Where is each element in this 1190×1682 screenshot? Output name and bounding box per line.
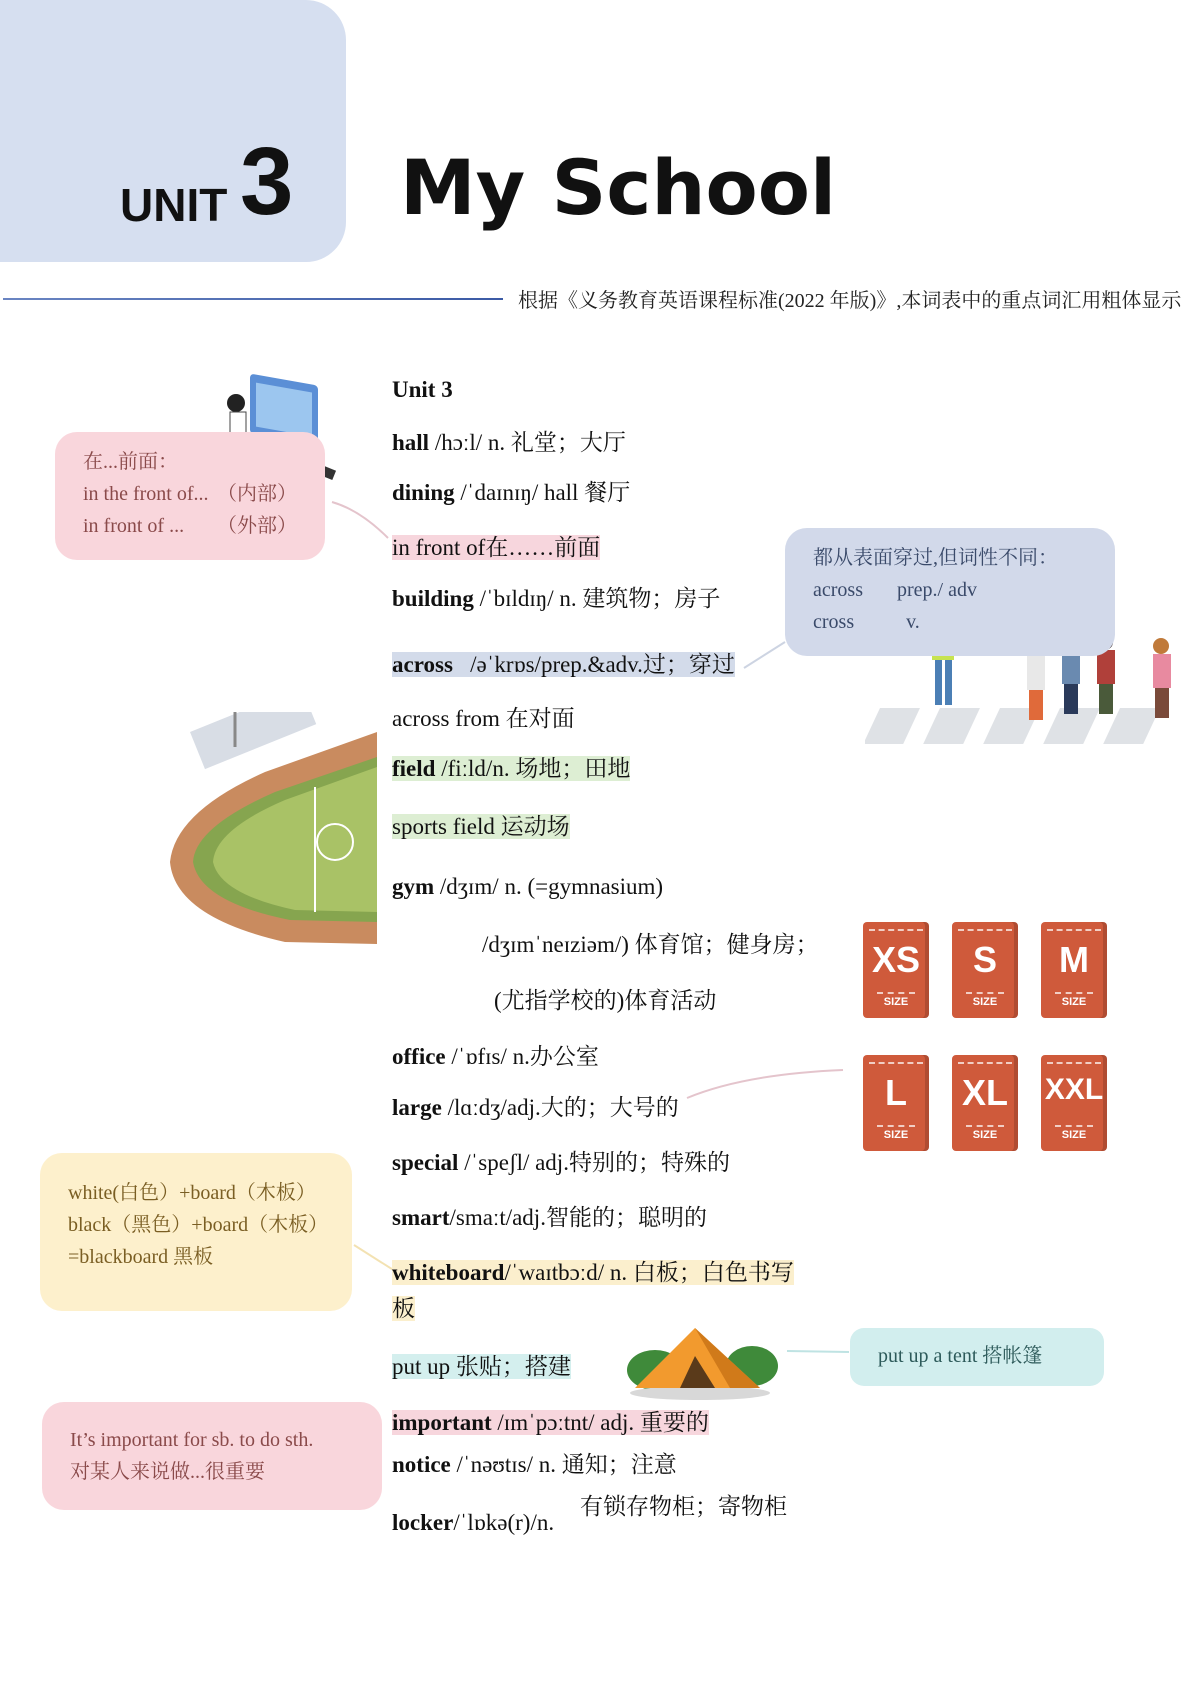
callout-blackboard <box>40 1153 352 1311</box>
callout-text: （内部） <box>217 483 297 505</box>
vocab-hall: hall /hɔːl/ n. 礼堂；大厅 <box>392 430 626 455</box>
connector-line <box>330 500 390 540</box>
callout-text: white(白色）+board（木板） <box>68 1182 316 1204</box>
vocab-gym-pronunciation: /dʒɪmˈneɪziəm/) 体育馆；健身房； <box>482 932 819 957</box>
callout-title: 在...前面： <box>83 451 178 473</box>
callout-text: prep./ adv <box>896 579 977 601</box>
size-tag-xl: XL SIZE <box>952 1055 1018 1151</box>
size-tag-l: L SIZE <box>863 1055 929 1151</box>
callout-text: in the front of... <box>83 483 209 505</box>
callout-text: black（黑色）+board（木板） <box>68 1214 329 1236</box>
page-title: My School <box>400 143 836 232</box>
vocab-whiteboard-cont: 板 <box>392 1296 415 1321</box>
callout-put-up-tent <box>850 1328 1104 1386</box>
callout-text: （外部） <box>217 515 297 537</box>
stadium-icon <box>165 712 377 972</box>
vocab-field: field /fiːld/n. 场地；田地 <box>392 756 631 781</box>
callout-title: 都从表面穿过,但词性不同： <box>813 547 1058 569</box>
connector-line <box>742 640 787 670</box>
callout-important <box>42 1402 382 1510</box>
callout-text: It’s important for sb. to do sth. <box>70 1429 314 1451</box>
vocab-gym: gym /dʒɪm/ n. (=gymnasium) <box>392 874 664 899</box>
size-tag-xs: XS SIZE <box>863 922 929 1018</box>
vocab-office: office /ˈɒfɪs/ n.办公室 <box>392 1044 599 1069</box>
divider-line <box>3 298 503 300</box>
connector-line <box>685 1062 845 1102</box>
vocab-gym-meaning: (尤指学校的)体育活动 <box>494 988 717 1013</box>
callout-row <box>83 510 297 542</box>
vocab-building: building /ˈbɪldɪŋ/ n. 建筑物；房子 <box>392 586 721 611</box>
callout-text: put up a tent 搭帐篷 <box>878 1345 1043 1367</box>
tent-icon <box>620 1318 780 1400</box>
vocab-across-from: across from 在对面 <box>392 706 575 731</box>
callout-row <box>813 574 1087 606</box>
vocab-across: across /əˈkrɒs/prep.&adv.过；穿过 <box>392 652 735 677</box>
vocab-locker: locker/ˈlɒkə(r)/n. <box>392 1510 555 1535</box>
vocab-large: large /lɑːdʒ/adj.大的；大号的 <box>392 1095 679 1120</box>
callout-across <box>785 528 1115 656</box>
vocab-whiteboard: whiteboard/ˈwaɪtbɔːd/ n. 白板；白色书写 <box>392 1260 794 1285</box>
size-tag-m: M SIZE <box>1041 922 1107 1018</box>
callout-row <box>83 478 297 510</box>
vocab-put-up: put up 张贴；搭建 <box>392 1354 571 1379</box>
callout-text: across <box>813 579 863 601</box>
vocab-heading: Unit 3 <box>392 377 453 402</box>
unit-label: UNIT <box>120 179 228 231</box>
vocab-smart: smart/smaːt/adj.智能的；聪明的 <box>392 1205 707 1230</box>
callout-text: =blackboard 黑板 <box>68 1246 214 1268</box>
vocab-special: special /ˈspeʃl/ adj.特别的；特殊的 <box>392 1150 730 1175</box>
size-tag-xxl: XXL SIZE <box>1041 1055 1107 1151</box>
callout-text: 对某人来说做...很重要 <box>70 1461 265 1483</box>
vocab-sports-field: sports field 运动场 <box>392 814 570 839</box>
connector-line <box>785 1346 851 1356</box>
callout-row <box>813 606 1087 638</box>
callout-in-front-of <box>55 432 325 560</box>
vocab-notice: notice /ˈnəʊtɪs/ n. 通知；注意 <box>392 1452 677 1477</box>
unit-number: 3 <box>240 128 294 235</box>
vocab-in-front-of: in front of在……前面 <box>392 535 601 560</box>
vocab-important: important /ɪmˈpɔːtnt/ adj. 重要的 <box>392 1410 709 1435</box>
size-tag-s: S SIZE <box>952 922 1018 1018</box>
callout-text: cross <box>813 611 855 633</box>
curriculum-note: 根据《义务教育英语课程标准(2022 年版)》,本词表中的重点词汇用粗体显示 <box>518 290 1182 312</box>
callout-text: v. <box>906 611 920 633</box>
vocab-dining: dining /ˈdaɪnɪŋ/ hall 餐厅 <box>392 480 631 505</box>
callout-text: in front of ... <box>83 515 185 537</box>
connector-line <box>352 1243 397 1273</box>
vocab-locker-meaning: 有锁存物柜；寄物柜 <box>580 1494 787 1519</box>
